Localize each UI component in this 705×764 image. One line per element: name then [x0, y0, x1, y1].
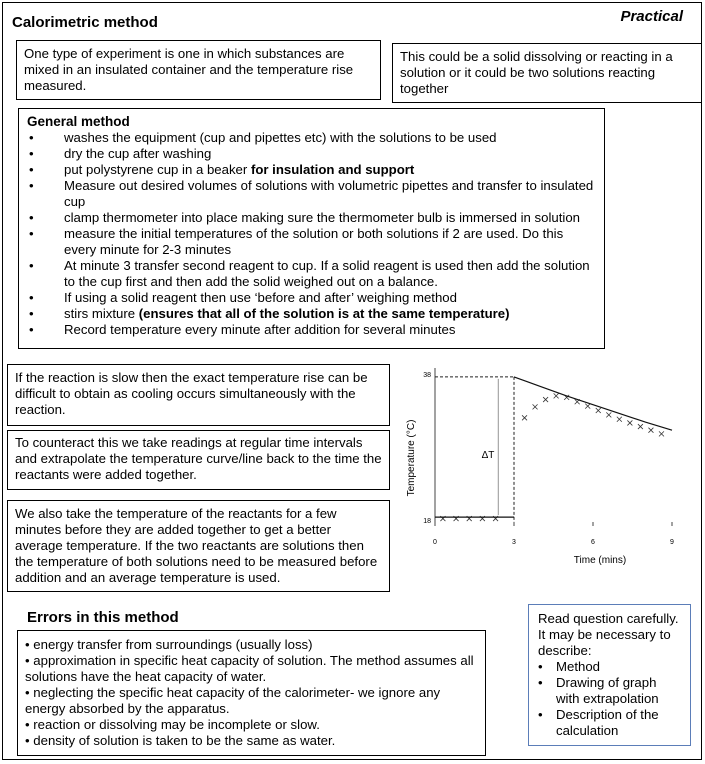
- x-axis-label: Time (mins): [573, 555, 627, 566]
- bullet-icon: •: [29, 210, 34, 225]
- method-step: [27, 210, 596, 226]
- method-step: [27, 178, 596, 210]
- bullet-icon: •: [29, 226, 34, 241]
- method-step-text: If using a solid reagent then use ‘before and after’ weighing method: [64, 290, 457, 305]
- method-step-text: At minute 3 transfer second reagent to cup. If a solid reagent is used then add the solution to the cup first and then add the solid weighed out on a balance.: [64, 258, 590, 289]
- method-step-emphasis: for insulation and support: [250, 162, 415, 177]
- errors-heading: Errors in this method: [27, 609, 179, 626]
- extrapolation-text: To counteract this we take readings at regular time intervals and extrapolate the temperature curve/line back to the time the reactants were added together.: [15, 435, 382, 482]
- data-point-marker: [638, 424, 643, 429]
- method-step: [27, 226, 596, 258]
- bullet-icon: •: [538, 659, 543, 674]
- data-point-marker: [606, 412, 611, 417]
- data-point-marker: [543, 397, 548, 402]
- temperature-time-chart: [400, 358, 690, 573]
- error-item: • approximation in specific heat capacity of solution. The method assumes all solutions have the heat capacity of water.: [25, 653, 474, 684]
- delta-t-annotation: ΔT: [481, 450, 495, 461]
- slow-reaction-text: If the reaction is slow then the exact temperature rise can be difficult to obtain as cooling occurs simultaneously with the reaction.: [15, 370, 368, 417]
- read-question-item: [538, 707, 681, 739]
- bullet-icon: •: [29, 322, 34, 337]
- method-step-text: Measure out desired volumes of solutions with volumetric pipettes and transfer to insulated cup: [64, 178, 594, 209]
- method-step-text: stirs mixture: [64, 306, 139, 321]
- bullet-icon: •: [29, 306, 34, 321]
- read-question-item-text: Description of the calculation: [556, 707, 659, 738]
- method-step: [27, 130, 596, 146]
- bullet-icon: •: [538, 675, 543, 690]
- practical-tag: Practical: [620, 8, 683, 25]
- chart-guides: [435, 377, 514, 522]
- data-point-marker: [648, 428, 653, 433]
- method-step: [27, 322, 596, 338]
- data-point-marker: [585, 404, 590, 409]
- x-tick-label: 3: [512, 539, 516, 546]
- general-method-box: [18, 108, 605, 349]
- error-item: • density of solution is taken to be the same as water.: [25, 733, 336, 748]
- method-step: [27, 306, 596, 322]
- read-question-item-text: Method: [556, 659, 600, 674]
- method-steps-list: [27, 130, 596, 338]
- data-point-marker: [659, 431, 664, 436]
- extrapolation-box: [7, 430, 390, 490]
- data-point-marker: [596, 408, 601, 413]
- data-point-marker: [617, 417, 622, 422]
- y-tick-label: 18: [423, 518, 431, 525]
- note-text: This could be a solid dissolving or reacting in a solution or it could be two solutions reacting together: [400, 49, 673, 96]
- page-title: Calorimetric method: [12, 14, 158, 31]
- read-question-item: [538, 659, 681, 675]
- chart-axes: [423, 368, 674, 546]
- series-line: [514, 377, 672, 430]
- x-tick-label: 6: [591, 539, 595, 546]
- method-step-emphasis: (ensures that all of the solution is at the same temperature): [138, 306, 510, 321]
- method-step: [27, 146, 596, 162]
- method-step: [27, 258, 596, 290]
- method-step-text: dry the cup after washing: [64, 146, 212, 161]
- x-tick-label: 9: [670, 539, 674, 546]
- method-step-text: measure the initial temperatures of the solution or both solutions if 2 are used. Do this every minute for 2-3 minutes: [64, 226, 564, 257]
- bullet-icon: •: [538, 707, 543, 722]
- data-point-marker: [554, 393, 559, 398]
- bullet-icon: •: [29, 130, 34, 145]
- bullet-icon: •: [29, 290, 34, 305]
- average-temperature-box: [7, 500, 390, 592]
- intro-text: One type of experiment is one in which substances are mixed in an insulated container and the temperature rise measured.: [24, 46, 354, 93]
- read-question-intro: Read question carefully. It may be necessary to describe:: [538, 611, 679, 658]
- method-step-text: clamp thermometer into place making sure the thermometer bulb is immersed in solution: [64, 210, 580, 225]
- y-tick-label: 38: [423, 372, 431, 379]
- method-step-text: washes the equipment (cup and pipettes etc) with the solutions to be used: [64, 130, 497, 145]
- slow-reaction-box: [7, 364, 390, 426]
- error-item: • energy transfer from surroundings (usually loss): [25, 637, 313, 652]
- error-item: • neglecting the specific heat capacity of the calorimeter- we ignore any energy absorbed by the apparatus.: [25, 685, 441, 716]
- data-point-marker: [627, 420, 632, 425]
- bullet-icon: •: [29, 258, 34, 273]
- bullet-icon: •: [29, 146, 34, 161]
- method-step: [27, 162, 596, 178]
- bullet-icon: •: [29, 162, 34, 177]
- data-point-marker: [533, 404, 538, 409]
- error-item: • reaction or dissolving may be incomplete or slow.: [25, 717, 320, 732]
- read-question-item-text: Drawing of graph with extrapolation: [556, 675, 659, 706]
- method-step-text: Record temperature every minute after addition for several minutes: [64, 322, 456, 337]
- note-box: [392, 43, 702, 103]
- chart-series: [435, 377, 672, 521]
- read-question-box: [528, 604, 691, 746]
- method-step: [27, 290, 596, 306]
- bullet-icon: •: [29, 178, 34, 193]
- read-question-list: [538, 659, 681, 739]
- method-step-text: put polystyrene cup in a beaker: [64, 162, 251, 177]
- read-question-item: [538, 675, 681, 707]
- intro-box: [16, 40, 381, 100]
- y-axis-label: Temperature (°C): [406, 419, 417, 497]
- x-tick-label: 0: [433, 539, 437, 546]
- average-temperature-text: We also take the temperature of the reactants for a few minutes before they are added together to get a better average temperature. If the two reactants are solutions then the temperature of both solutions need to be measured before addition and an average temperature is used.: [15, 506, 378, 585]
- general-method-heading: General method: [27, 114, 130, 129]
- errors-box: [17, 630, 486, 756]
- data-point-marker: [522, 415, 527, 420]
